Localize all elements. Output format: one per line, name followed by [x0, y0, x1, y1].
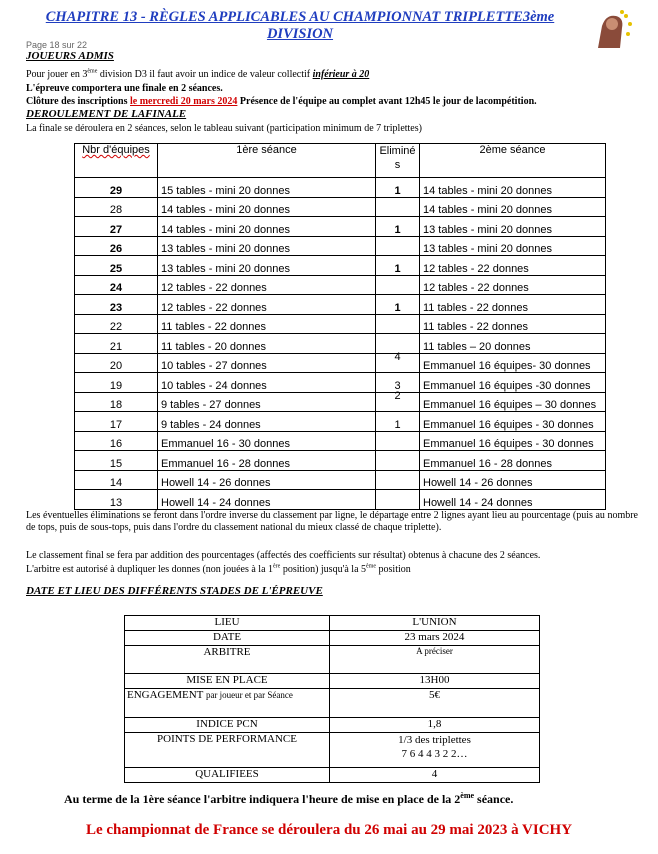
- note-duplication-b: position) jusqu'à la 5: [280, 564, 367, 575]
- closing-sentence-a: Au terme de la 1ère séance l'arbitre indiquera l'heure de mise en place de la 2: [64, 792, 461, 806]
- cell-elimines: [376, 256, 420, 276]
- joueurs-line-1b: division D3 il faut avoir un indice de valeur collectif: [97, 69, 313, 80]
- table-row: [75, 470, 606, 490]
- date-lieu-table: [124, 615, 540, 783]
- cell-nbr-equipes: [75, 217, 158, 237]
- cell-seance-2-text: Emmanuel 16 équipes – 30 donnes: [423, 399, 597, 411]
- page-number: Page 18 sur 22: [26, 40, 88, 50]
- cell-nbr-equipes: [75, 353, 158, 373]
- cell-seance-2: [420, 451, 606, 471]
- cell-seance-1-text: Emmanuel 16 - 30 donnes: [161, 438, 291, 450]
- cell-nbr-equipes-text: 21: [109, 340, 123, 353]
- table-row: [75, 373, 606, 393]
- cell-nbr-equipes-text: 24: [109, 282, 123, 294]
- section-heading-date-lieu: DATE ET LIEU DES DIFFÉRENTS STADES DE L'ÉPREUVE: [26, 585, 323, 597]
- cell-seance-2-text: Emmanuel 16 équipes -30 donnes: [423, 379, 591, 392]
- note-classement: Le classement final se fera par addition des pourcentages (affectés des coefficients sur résultat) obtenus à chacune des 2 séances.: [26, 550, 541, 561]
- cell-elimines-text: 1: [394, 418, 401, 431]
- table-row: [75, 217, 606, 237]
- cell-seance-1: [158, 197, 376, 217]
- joueurs-line-1a: Pour jouer en 3: [26, 69, 88, 80]
- joueurs-line-1c: inférieur à 20: [312, 69, 370, 80]
- label-arbitre: ARBITRE: [125, 646, 330, 674]
- cell-elimines: [376, 197, 420, 217]
- value-points-performance-1: 1/3 des triplettes: [398, 734, 471, 746]
- cell-seance-2: [420, 470, 606, 490]
- cell-seance-1: [158, 275, 376, 295]
- cell-nbr-equipes-text: 20: [109, 360, 123, 372]
- cell-seance-2-text: Howell 14 - 26 donnes: [423, 477, 533, 489]
- table-row: [75, 451, 606, 471]
- label-engagement-small: par joueur et par Séance: [205, 690, 293, 700]
- row-points-performance: [125, 733, 540, 768]
- label-qualifiees: QUALIFIEES: [125, 768, 330, 783]
- cell-elimines: [376, 295, 420, 315]
- cell-seance-1-text: 15 tables - mini 20 donnes: [161, 184, 291, 197]
- chapter-title: [0, 9, 600, 43]
- cell-nbr-equipes-text: 22: [109, 321, 123, 333]
- table-row: [75, 392, 606, 412]
- cell-seance-2-text: 12 tables - 22 donnes: [423, 262, 529, 275]
- header-elimines: Eliminé s: [376, 144, 420, 178]
- chapter-title-line1: CHAPITRE 13 - RÈGLES APPLICABLES AU CHAMPIONNAT TRIPLETTE3ème: [45, 9, 555, 25]
- table-row: [75, 197, 606, 217]
- header-2eme-seance: 2ème séance: [420, 144, 606, 178]
- cell-seance-2: [420, 334, 606, 354]
- table-row: [75, 431, 606, 451]
- cell-seance-2-text: Howell 14 - 24 donnes: [423, 496, 533, 509]
- cell-nbr-equipes-text: 15: [109, 457, 123, 470]
- cell-elimines: [376, 490, 420, 510]
- chapter-title-line2: DIVISION: [266, 26, 334, 42]
- cell-seance-1-text: 13 tables - mini 20 donnes: [161, 262, 291, 275]
- cell-nbr-equipes-text: 26: [109, 243, 123, 255]
- label-lieu: LIEU: [125, 616, 330, 631]
- deroulement-intro: La finale se déroulera en 2 séances, selon le tableau suivant (participation minimum de 7 triplettes): [26, 123, 422, 134]
- cell-seance-2-text: Emmanuel 16 équipes - 30 donnes: [423, 418, 594, 431]
- cell-nbr-equipes: [75, 236, 158, 256]
- cell-seance-2-text: 14 tables - mini 20 donnes: [423, 204, 553, 216]
- cell-seance-2: [420, 275, 606, 295]
- cell-nbr-equipes-text: 25: [109, 262, 123, 275]
- cell-nbr-equipes: [75, 392, 158, 412]
- table-row: [75, 256, 606, 276]
- value-points-performance: [330, 733, 540, 768]
- table-row: [75, 412, 606, 432]
- closing-date: le mercredi 20 mars 2024: [130, 96, 238, 107]
- cell-elimines: [376, 451, 420, 471]
- label-indice-pcn: INDICE PCN: [125, 718, 330, 733]
- note-eliminations: Les éventuelles éliminations se feront dans l'ordre inverse du classement par ligne, le départage entre 2 lignes ayant lieu au pourcentage (puis au nombre de tops, puis de sous-tops, puis dans l'ordre du classement national du mieux classé de chaque triplette).: [26, 510, 638, 533]
- cell-elimines: [376, 217, 420, 237]
- row-qualifiees: [125, 768, 540, 783]
- cell-seance-1-text: Emmanuel 16 - 28 donnes: [161, 457, 291, 470]
- cell-nbr-equipes: [75, 334, 158, 354]
- cell-nbr-equipes: [75, 451, 158, 471]
- table-row: [75, 236, 606, 256]
- row-mise-en-place: [125, 674, 540, 689]
- cell-seance-1: [158, 217, 376, 237]
- cell-nbr-equipes: [75, 178, 158, 198]
- header-1ere-seance: 1ère séance: [158, 144, 376, 178]
- row-indice-pcn: [125, 718, 540, 733]
- joueurs-line-1-sup: ème: [87, 68, 98, 75]
- row-engagement: [125, 689, 540, 718]
- cell-seance-1-text: Howell 14 - 26 donnes: [161, 477, 271, 489]
- cell-seance-2-text: 11 tables – 20 donnes: [423, 340, 531, 353]
- cell-nbr-equipes-text: 13: [109, 496, 123, 509]
- cell-seance-1-text: 14 tables - mini 20 donnes: [161, 223, 291, 236]
- table-row: [75, 295, 606, 315]
- cell-seance-1-text: 10 tables - 24 donnes: [161, 379, 267, 392]
- cell-seance-2-text: 11 tables - 22 donnes: [423, 321, 528, 333]
- section-heading-deroulement: DEROULEMENT DE LAFINALE: [26, 108, 187, 120]
- cell-elimines: [376, 178, 420, 198]
- cell-seance-1: [158, 178, 376, 198]
- cell-seance-1: [158, 256, 376, 276]
- cell-elimines: [376, 353, 420, 373]
- cell-nbr-equipes: [75, 314, 158, 334]
- header-nbr-equipes: [75, 144, 158, 178]
- value-lieu: L'UNION: [330, 616, 540, 631]
- cell-nbr-equipes-text: 16: [109, 438, 123, 450]
- value-qualifiees: 4: [330, 768, 540, 783]
- cell-seance-1-text: 9 tables - 24 donnes: [161, 418, 261, 431]
- label-engagement-main: ENGAGEMENT: [127, 689, 204, 701]
- cell-nbr-equipes-text: 27: [109, 223, 123, 236]
- cell-seance-2: [420, 490, 606, 510]
- cell-elimines-text: 2: [394, 390, 401, 402]
- cell-nbr-equipes-text: 28: [109, 204, 123, 216]
- cell-seance-1: [158, 412, 376, 432]
- cell-seance-2: [420, 353, 606, 373]
- cell-seance-2-text: 12 tables - 22 donnes: [423, 282, 529, 294]
- seance-table-header: [75, 144, 606, 178]
- cell-seance-1: [158, 236, 376, 256]
- section-heading-joueurs: JOUEURS ADMIS: [26, 50, 114, 62]
- cell-seance-1: [158, 470, 376, 490]
- cell-nbr-equipes-text: 18: [109, 399, 123, 411]
- row-arbitre: [125, 646, 540, 674]
- table-row: [75, 275, 606, 295]
- cell-nbr-equipes-text: 23: [109, 301, 123, 314]
- cell-seance-1: [158, 353, 376, 373]
- closing-sentence-sup: ème: [460, 791, 475, 800]
- cell-seance-1-text: 11 tables - 22 donnes: [161, 321, 266, 333]
- cell-elimines-text: 3: [394, 379, 401, 392]
- cell-seance-2: [420, 256, 606, 276]
- cell-nbr-equipes-text: 19: [109, 379, 123, 392]
- cell-elimines: [376, 431, 420, 451]
- table-row: [75, 334, 606, 354]
- cell-nbr-equipes: [75, 275, 158, 295]
- cell-elimines-text: 4: [394, 351, 401, 363]
- cell-elimines: [376, 314, 420, 334]
- cell-elimines-text: 1: [394, 223, 401, 236]
- cell-elimines: [376, 236, 420, 256]
- cell-seance-2: [420, 392, 606, 412]
- cell-elimines: [376, 470, 420, 490]
- cell-seance-2-text: Emmanuel 16 équipes - 30 donnes: [423, 438, 594, 450]
- seance-table: [74, 143, 606, 510]
- value-engagement: 5€: [330, 689, 540, 718]
- note-duplication-c: position: [376, 564, 411, 575]
- header-nbr-equipes-label: Nbr d'équipes: [82, 144, 150, 156]
- cell-seance-2: [420, 295, 606, 315]
- cell-seance-2: [420, 431, 606, 451]
- cell-nbr-equipes: [75, 197, 158, 217]
- cell-seance-1: [158, 451, 376, 471]
- cell-elimines: [376, 392, 420, 412]
- note-duplication-sup1: ère: [273, 563, 281, 570]
- cell-seance-2: [420, 314, 606, 334]
- cell-elimines-text: 1: [394, 301, 401, 314]
- cell-elimines-text: 1: [394, 184, 401, 197]
- cell-seance-2: [420, 236, 606, 256]
- footer-championnat: Le championnat de France se déroulera du 26 mai au 29 mai 2023 à VICHY: [85, 822, 573, 838]
- cell-seance-1: [158, 295, 376, 315]
- cell-seance-2: [420, 412, 606, 432]
- joueurs-line-3a: Clôture des inscriptions: [26, 96, 130, 107]
- joueurs-line-2: L'épreuve comportera une finale en 2 séances.: [26, 83, 223, 94]
- cell-seance-2-text: 13 tables - mini 20 donnes: [423, 223, 553, 236]
- cell-nbr-equipes: [75, 295, 158, 315]
- cell-elimines: [376, 275, 420, 295]
- joueurs-line-3: [26, 96, 646, 107]
- cell-seance-2-text: Emmanuel 16 équipes- 30 donnes: [423, 360, 591, 372]
- joueurs-line-1: [26, 69, 626, 80]
- joueurs-line-3c: Présence de l'équipe au complet avant 12h45 le jour de lacompétition.: [237, 96, 537, 107]
- label-mise-en-place: MISE EN PLACE: [125, 674, 330, 689]
- value-mise-en-place: 13H00: [330, 674, 540, 689]
- cell-seance-1: [158, 334, 376, 354]
- label-engagement: [125, 689, 330, 718]
- cell-elimines: [376, 412, 420, 432]
- note-duplication-a: L'arbitre est autorisé à dupliquer les donnes (non jouées à la 1: [26, 564, 274, 575]
- cell-seance-1-text: 10 tables - 27 donnes: [161, 360, 267, 372]
- cell-elimines-text: 1: [394, 262, 401, 275]
- cell-seance-2-text: 11 tables - 22 donnes: [423, 301, 528, 314]
- cell-seance-1: [158, 314, 376, 334]
- cell-seance-2: [420, 217, 606, 237]
- value-points-performance-2: 7 6 4 4 3 2 2…: [401, 748, 468, 760]
- table-row: [75, 314, 606, 334]
- closing-sentence: [64, 792, 513, 807]
- cell-seance-1: [158, 490, 376, 510]
- cell-seance-2-text: 13 tables - mini 20 donnes: [423, 243, 553, 255]
- note-duplication: [26, 564, 638, 575]
- value-indice-pcn: 1,8: [330, 718, 540, 733]
- cell-seance-2: [420, 178, 606, 198]
- table-row: [75, 490, 606, 510]
- federation-logo-icon: [592, 8, 634, 52]
- cell-seance-2: [420, 373, 606, 393]
- cell-nbr-equipes: [75, 373, 158, 393]
- cell-nbr-equipes-text: 14: [109, 477, 123, 489]
- cell-seance-1: [158, 373, 376, 393]
- row-lieu: [125, 616, 540, 631]
- cell-seance-1-text: 9 tables - 27 donnes: [161, 399, 261, 411]
- closing-sentence-b: séance.: [474, 792, 514, 806]
- value-arbitre: A préciser: [330, 646, 540, 674]
- label-date: DATE: [125, 631, 330, 646]
- cell-nbr-equipes-text: 29: [109, 184, 123, 197]
- label-points-performance: POINTS DE PERFORMANCE: [125, 733, 330, 768]
- cell-seance-1-text: 13 tables - mini 20 donnes: [161, 243, 291, 255]
- cell-seance-2-text: Emmanuel 16 - 28 donnes: [423, 457, 553, 470]
- cell-nbr-equipes: [75, 431, 158, 451]
- cell-seance-1-text: 12 tables - 22 donnes: [161, 282, 267, 294]
- cell-seance-1-text: 12 tables - 22 donnes: [161, 301, 267, 314]
- cell-seance-2: [420, 197, 606, 217]
- row-date: [125, 631, 540, 646]
- cell-seance-1-text: Howell 14 - 24 donnes: [161, 496, 271, 509]
- cell-seance-1: [158, 431, 376, 451]
- cell-seance-1-text: 14 tables - mini 20 donnes: [161, 204, 291, 216]
- table-row: [75, 353, 606, 373]
- table-row: [75, 178, 606, 198]
- value-date: 23 mars 2024: [330, 631, 540, 646]
- cell-seance-2-text: 14 tables - mini 20 donnes: [423, 184, 553, 197]
- cell-seance-1: [158, 392, 376, 412]
- cell-nbr-equipes: [75, 256, 158, 276]
- cell-nbr-equipes: [75, 412, 158, 432]
- note-duplication-sup2: ème: [366, 563, 377, 570]
- cell-nbr-equipes-text: 17: [109, 418, 123, 431]
- cell-nbr-equipes: [75, 470, 158, 490]
- cell-seance-1-text: 11 tables - 20 donnes: [161, 340, 266, 353]
- cell-nbr-equipes: [75, 490, 158, 510]
